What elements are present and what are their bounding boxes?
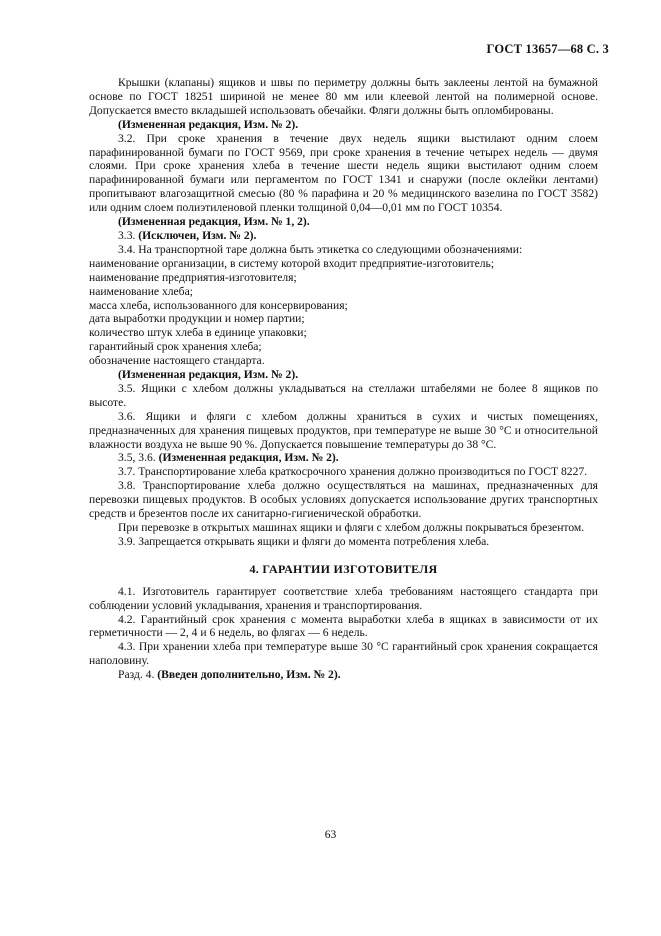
paragraph-3-6: 3.6. Ящики и фляги с хлебом должны храниться в сухих и чистых помещениях, предназначенных для хранения пищевых продуктов, при температуре не выше 30 °С и относительной влажности воздуха не выше 90 %. Допускается повышение температуры до 38 °С. (89, 409, 598, 451)
paragraph-3-3 (89, 229, 598, 243)
list-item: наименование организации, в систему которой входит предприятие-изготовитель; (89, 256, 495, 270)
list-item: наименование хлеба; (89, 284, 193, 298)
paragraph-4-3: 4.3. При хранении хлеба при температуре выше 30 °С гарантийный срок хранения сокращается наполовину. (89, 640, 598, 668)
paragraph-3-5-3-6-amendment (89, 451, 598, 465)
list-item: обозначение настоящего стандарта. (89, 354, 265, 368)
clause-number: 3.5, 3.6. (118, 451, 156, 465)
list-item: гарантийный срок хранения хлеба; (89, 340, 262, 354)
paragraph-3-8: 3.8. Транспортирование хлеба должно осуществляться на машинах, предназначенных для перевозки пищевых продуктов. В особых условиях допускается использование других транспортных средств и брезентов после их санитарно-гигиенической обработки. (89, 479, 598, 521)
paragraph-3-5: 3.5. Ящики с хлебом должны укладываться на стеллажи штабелями не более 8 ящиков по высоте. (89, 381, 598, 409)
amendment-note: (Измененная редакция, Изм. № 1, 2). (118, 215, 310, 229)
list-item: масса хлеба, использованного для консервирования; (89, 298, 348, 312)
section-heading: 4. ГАРАНТИИ ИЗГОТОВИТЕЛЯ (249, 561, 438, 576)
amendment-note: (Измененная редакция, Изм. № 2). (158, 451, 339, 465)
paragraph-4-1: 4.1. Изготовитель гарантирует соответствие хлеба требованиям настоящего стандарта при соблюдении условий укладывания, хранения и транспортирования. (89, 584, 598, 612)
page-number: 63 (324, 829, 337, 841)
paragraph-3-4: 3.4. На транспортной таре должна быть этикетка со следующими обозначениями: (118, 242, 523, 256)
paragraph-3-7: 3.7. Транспортирование хлеба краткосрочного хранения должно производиться по ГОСТ 8227. (118, 465, 588, 479)
amendment-note: (Измененная редакция, Изм. № 2). (118, 117, 299, 131)
clause-number: 3.3. (118, 228, 136, 242)
document-body (89, 76, 598, 682)
paragraph-3-8-continued: При перевозке в открытых машинах ящики и фляги с хлебом должны покрываться брезентом. (118, 521, 585, 534)
list-item: наименование предприятия-изготовителя; (89, 270, 297, 284)
running-header: ГОСТ 13657—68 С. 3 (486, 42, 609, 56)
paragraph-lids: Крышки (клапаны) ящиков и швы по периметру должны быть заклеены лентой на бумажной основе по ГОСТ 18251 шириной не менее 80 мм или клеевой лентой на полимерной основе. Допускается вместо вкладышей использовать обечайки. Фляги должны быть опломбированы. (89, 76, 598, 117)
amendment-note: (Измененная редакция, Изм. № 2). (118, 368, 299, 382)
paragraph-4-2: 4.2. Гарантийный срок хранения с момента выработки хлеба в ящиках в зависимости от их герметичности — 2, 4 и 6 недель, во флягах — 6 недель. (89, 612, 598, 640)
amendment-note: (Введен дополнительно, Изм. № 2). (157, 668, 341, 682)
amendment-note: (Исключен, Изм. № 2). (138, 228, 257, 242)
paragraph-3-2: 3.2. При сроке хранения в течение двух недель ящики выстилают одним слоем парафинированной бумаги по ГОСТ 9569, при сроке хранения в течение четырех недель — двумя слоями. При сроке хранения хлеба в течение шести недель ящики выстилают одним слоем парафинированной бумаги или пергаментом по ГОСТ 1341 и снаружи (после оклейки лентами) пропитывают влагозащитной смесью (80 % парафина и 20 % медицинского вазелина по ГОСТ 3582) или одним слоем полиэтиленовой пленки толщиной 0,04—0,01 мм по ГОСТ 10354. (89, 131, 598, 215)
section-4-amendment (89, 668, 598, 682)
list-item: количество штук хлеба в единице упаковки; (89, 326, 307, 340)
paragraph-3-9: 3.9. Запрещается открывать ящики и фляги до момента потребления хлеба. (118, 534, 490, 548)
section-reference: Разд. 4. (118, 668, 155, 682)
list-item: дата выработки продукции и номер партии; (89, 312, 305, 326)
